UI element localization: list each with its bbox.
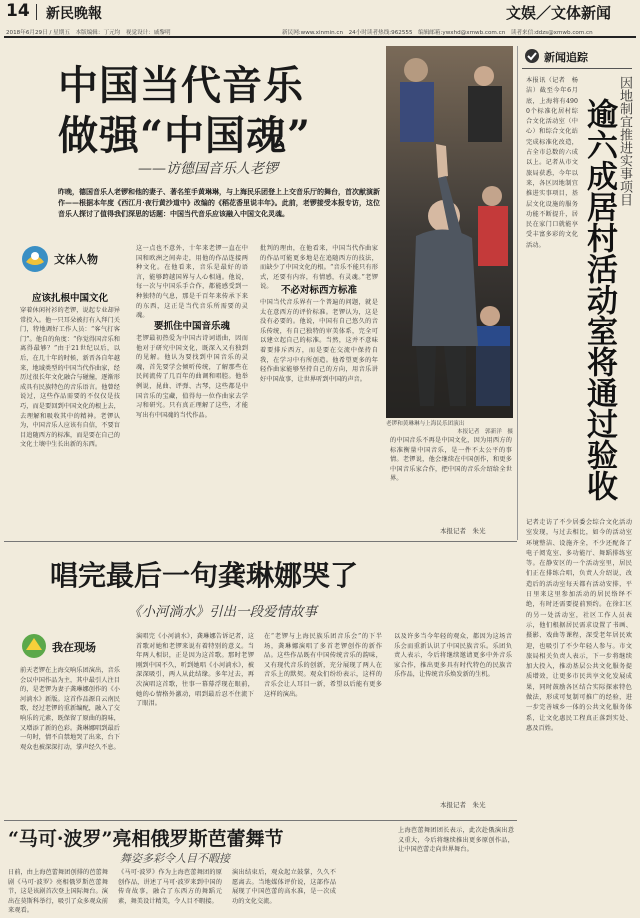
- lead-headline-line-1: 中国当代音乐: [58, 62, 304, 109]
- bottom-col4-body: 上海芭蕾舞团团长表示，此次赴俄演出意义重大，今后将继续推出更多原创作品，让中国芭蕾走向世界舞台。: [398, 827, 514, 854]
- lead-intro: 昨晚，德国音乐人老锣和他的妻子、著名笙手黄琳琳，与上海民乐团登上上交音乐厅的舞台，首次献演新作——根据本年度《西江月·夜行黄沙道中》改编的《稻花香里说丰年》。此前，老锣接受本报专访，这位音乐人探讨了值得我们深思的话题：中国当代音乐应该融入中国文化灵魂。: [58, 187, 380, 218]
- section-name: 文娱／文体新闻: [506, 4, 612, 22]
- date-line: 2018年6月29日 / 星期五 本版编辑：丁元均 视觉设计：戚黎明: [6, 30, 171, 36]
- lead-col4-body: 的中国音乐不再是中国文化，因为用西方的标准衡量中国音乐，是一件不太公平的事情。老锣说，他会继续在中国创作，和更多中国音乐家合作，把中国的音乐介绍给全世界。: [390, 437, 512, 483]
- mid-col3-body: 在“老锣与上海民族乐团音乐会”的下半场，龚琳娜演唱了多首老锣创作的新作品。这些作品既有中国传统音乐的韵味，又有现代音乐的创新，充分展现了两人在音乐上的默契。观众们纷纷表示，这样的音乐会让人耳目一新，希望以后能有更多这样的演出。: [264, 633, 382, 698]
- side-label-text: 新闻追踪: [544, 51, 588, 64]
- photo-caption: [386, 420, 513, 436]
- column-label-culture-people: [20, 244, 112, 274]
- contact-line: 新民网:www.xinmin.cn 24小时读者热线:962555 编辑邮箱:ywxhd@xmwb.com.cn 读者来信:ddzs@xmwb.com.cn: [282, 30, 593, 36]
- mid-col4-body: 以及许多当今年轻的观众，都因为这场音乐会而重新认识了中国民族音乐。乐团负责人表示，今后将继续邀请更多中外音乐家合作，推出更多具有时代特色的民族音乐作品，让传统音乐焕发新的生机。: [394, 633, 512, 679]
- on-site-label-text: 我在现场: [52, 641, 96, 654]
- bottom-headline: “马可·波罗”亮相俄罗斯芭蕾舞节: [8, 828, 284, 850]
- bottom-col1-body: 日前，由上海芭蕾舞团创排的芭蕾舞剧《马可·波罗》亮相俄罗斯芭蕾舞节，这是该剧首次登上国际舞台。演出在莫斯科举行，吸引了众多观众前来观看。: [8, 869, 108, 915]
- side-vertical-title-1: 逾六成居村活动室将通过验收: [581, 98, 617, 501]
- mid-subtitle: 《小河淌水》引出一段爱情故事: [128, 604, 317, 620]
- photo-caption-text: 老锣和黄琳琳与上海民乐团演出: [386, 421, 465, 427]
- news-follow-icon: [524, 48, 540, 64]
- lead-col1-body: 穿着休闲衬衫的老锣，说起专业却异常投入。他一只耳朵被打有入拜门关门，特地调好工作人员：“客气打客门”。他自的角度：“你觉得国音乐和离得最够？”由于21世纪以后，以后，在几十年的时候，新晋各自年越来，地域类型的中国当代作曲家，经历过很长年文化融合与碰撞，逐渐形成具有民族特色的音乐语言。他曾经说过，这些作品需要的不仅仅是技巧，而是要回到中国文化的根上去，去理解和吸收其中的精神。老锣认为，中国音乐人应该有自信，不要盲目追随西方的标准，而是要在自己的文化土壤中生长出新的东西。: [20, 307, 120, 449]
- lead-col2-body: 这一点也不意外，十年来老锣一直在中国和欧洲之间奔走，用他的作品连接两种文化。在他看来，音乐是最好的语言，能够跨越国界与人心相通。他说，每一次与中国乐手合作，都能感受到一种独特的气息，那是千百年来传承下来的东西，这正是当代音乐所需要的灵魂。: [136, 245, 248, 320]
- lead-col3-body: 批判的理由，在他看来，中国当代作曲家的作品可能更多地是在追随西方的技法，而缺少了中国文化的根。“音乐不能只有形式，还要有内容，有情感，有灵魂。”老锣说。: [260, 245, 378, 291]
- lead-headline-line-2: 做强“中国魂”: [58, 112, 312, 159]
- paper-name: 新民晚報: [46, 6, 102, 22]
- photo-credit: 本报记者 郭新洋 摄: [457, 429, 513, 435]
- mid-headline: 唱完最后一句龚琳娜哭了: [50, 559, 359, 592]
- column-label-on-site: [20, 632, 120, 662]
- column-emblem-icon: [20, 244, 50, 274]
- lead-photo: [386, 46, 513, 418]
- masthead: [0, 0, 640, 40]
- bottom-col2-body: 《马可·波罗》作为上海芭蕾舞团的原创作品，讲述了马可·波罗来到中国的传奇故事，融合了东西方的舞蹈元素，舞美设计精美，令人目不暇接。: [118, 869, 222, 905]
- col2-subhead: 要抓住中国音乐魂: [153, 321, 230, 332]
- column-label-text: 文体人物: [54, 253, 98, 266]
- lead-subtitle: ——访德国音乐人老锣: [138, 161, 278, 177]
- col1-subhead: 应该扎根中国文化: [31, 293, 108, 304]
- col3-subhead: 不必对标西方标准: [280, 285, 357, 296]
- side-body-1: 本报讯（记者 杨洁）截至今年6月底，上海将有4900个标准化居村综合文化活动室（中心）和综合文化站完成标准化改造，占全市总数的六成以上。记者从市文旅局获悉，今年以来，各区因地制宜推进实事项目，基层文化设施的服务功能不断提升，居民在家门口就能享受丰富多彩的文化活动。: [526, 77, 578, 249]
- mid-col1-body: 前天老锣在上海交响乐团演出，音乐会以中国作品为主，其中最引人注目的，是老锣为妻子龚琳娜创作的《小河淌水》新版。这首作品源自云南民歌，经过老锣的重新编配，融入了交响乐的元素，既保留了原曲的韵味，又增添了新的色彩。龚琳娜唱到最后一句时，情不自禁地哭了出来，台下观众也被深深打动，掌声经久不息。: [20, 667, 120, 751]
- lead-byline: 本报记者 朱光: [440, 527, 486, 535]
- on-site-icon: [20, 632, 48, 660]
- bottom-subtitle: 舞姿多彩令人目不暇接: [120, 852, 230, 865]
- page-number: 14: [6, 1, 30, 21]
- side-story-label: [522, 46, 632, 69]
- lead-col3-body-2: 中国当代音乐界有一个普遍的问题，就是太在意西方的评价标准。老锣认为，这是没有必要的。他说，中国有自己悠久的音乐传统，有自己独特的审美体系，完全可以建立起自己的标准。当然，这并不意味着要排斥西方，而是要在交流中保持自我，在学习中有所创造。他希望更多的年轻作曲家能够坚持自己的方向，用音乐讲好中国故事，让世界听到中国的声音。: [260, 299, 378, 383]
- lead-col2-body-2: 老锣最初热爱为中国古诗词谱曲，因而他对于研究中国文化，既深入又有独到的见解。他认为要找到中国音乐的灵魂，首先要学会倾听传统，了解那些在民间流传了几百年的曲调和唱腔。他举例说，昆曲、评弹、古琴，这些都是中国音乐的宝藏，值得每一位作曲家去学习和研究。只有真正理解了这些，才能写出有中国魂的当代作品。: [136, 335, 248, 419]
- side-body-2: 记者走访了不少居委会综合文化活动室发现，与过去相比，如今的活动室环境整洁、设施齐全，不少还配备了电子阅览室、多功能厅、舞蹈排练室等。在静安区的一个活动室里，居民们正在排练合唱，负责人介绍说，改造后的活动室每天都有活动安排，平日里来这里参加活动的居民络绎不绝，有时还需要提前预约。在徐汇区的另一处活动室，社区工作人员表示，他们根据居民需求设置了书画、摄影、戏曲等课程，深受老年居民欢迎，也吸引了不少年轻人参与。市文旅局相关负责人表示，下一步将继续加大投入，推动基层公共文化服务提质增效，让更多市民共享文化发展成果，同时鼓励各区结合实际探索特色做法，形成可复制可推广的经验，进一步完善城乡一体的公共文化服务体系，让文化惠民工程真正落到实处、惠及百姓。: [526, 519, 632, 732]
- mid-col2-body: 演唱完《小河淌水》，龚琳娜告诉记者，这首歌对她和老锣来说有着特别的意义。当年两人相识，正是因为这首歌。那时老锣刚到中国不久，听到她唱《小河淌水》，被深深吸引，两人从此结缘。多年过去，再次演唱这首歌，往事一幕幕浮现在眼前，她的心情格外激动，唱到最后忍不住流下了眼泪。: [136, 633, 254, 708]
- mid-byline: 本报记者 朱光: [440, 801, 486, 809]
- side-vertical-title-2: 因地制宜推进实事项目: [617, 76, 632, 206]
- bottom-col3-body: 演出结束后，观众起立鼓掌，久久不愿离去。当地媒体评价说，这部作品展现了中国芭蕾的高水准，是一次成功的文化交流。: [232, 869, 336, 905]
